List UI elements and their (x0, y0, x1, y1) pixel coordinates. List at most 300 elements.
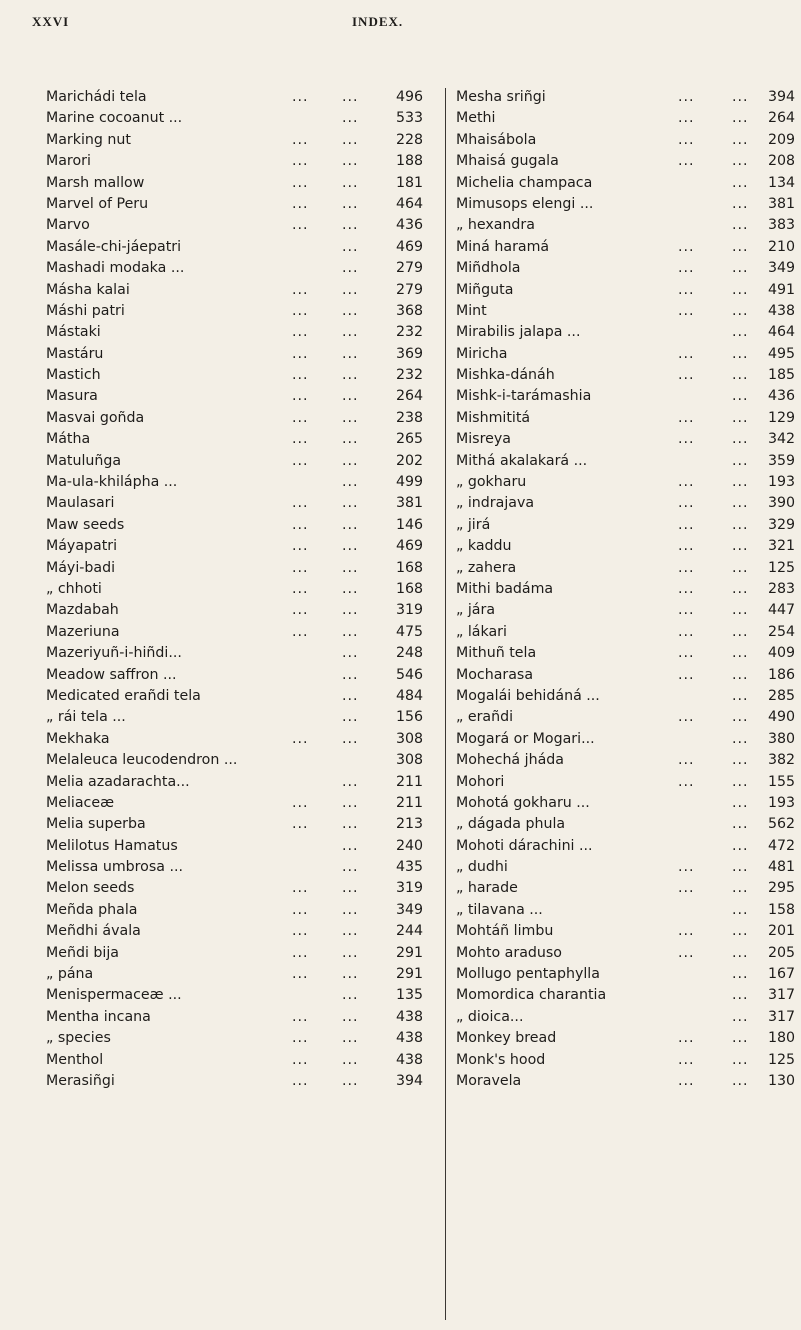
index-page-number: 435 (396, 859, 424, 876)
index-page-number: 490 (768, 709, 796, 726)
leader-dots: ... (342, 816, 359, 833)
leader-dots: ... (342, 1030, 359, 1047)
index-term: Mithuñ tela (456, 645, 537, 662)
index-term: Máshi patri (46, 302, 125, 319)
index-term: Meadow saffron ... (46, 666, 177, 683)
leader-dots: ... (292, 880, 309, 897)
index-page-number: 185 (768, 367, 796, 384)
index-page-number: 438 (396, 1051, 424, 1068)
index-page-number: 491 (768, 281, 796, 298)
leader-dots: ... (678, 580, 695, 597)
leader-dots: ... (342, 281, 359, 298)
index-page-number: 244 (396, 923, 424, 940)
running-title: INDEX. (352, 14, 404, 29)
index-term: Mithi badáma (456, 580, 554, 597)
index-page-number: 349 (768, 260, 796, 277)
leader-dots: ... (678, 89, 695, 105)
index-term: Melissa umbrosa ... (46, 859, 183, 876)
leader-dots: ... (342, 1051, 359, 1068)
index-page-number: 436 (396, 217, 424, 234)
index-page-number: 368 (396, 302, 424, 319)
index-entry (46, 386, 432, 407)
index-term: „ jirá (456, 516, 491, 533)
index-page-number: 285 (768, 687, 796, 704)
index-page-number: 329 (768, 516, 796, 533)
leader-dots: ... (732, 730, 749, 747)
index-term: Miricha (456, 345, 508, 362)
index-entry (456, 665, 796, 686)
index-entry (46, 729, 432, 750)
leader-dots: ... (342, 623, 359, 640)
leader-dots: ... (732, 89, 749, 105)
leader-dots: ... (292, 1008, 309, 1025)
index-page-number: 168 (396, 559, 424, 576)
index-entry (456, 857, 796, 878)
page-header (0, 14, 801, 34)
leader-dots: ... (342, 516, 359, 533)
index-page-number: 496 (396, 89, 424, 105)
index-page-number: 447 (768, 602, 796, 619)
index-page-number: 264 (396, 388, 424, 405)
index-page-number: 481 (768, 859, 796, 876)
index-entry (456, 258, 796, 279)
index-entry (456, 1071, 796, 1092)
index-term: Mástaki (46, 324, 101, 341)
index-term: Maulasari (46, 495, 115, 512)
index-term: Miñguta (456, 281, 514, 298)
index-term: „ pána (46, 966, 94, 983)
index-page-number: 319 (396, 880, 424, 897)
index-entry (46, 643, 432, 664)
index-page-number: 495 (768, 345, 796, 362)
index-page-number: 438 (396, 1030, 424, 1047)
index-entry (456, 194, 796, 215)
index-page-number: 319 (396, 602, 424, 619)
leader-dots: ... (732, 367, 749, 384)
index-term: Mazeriyuñ-i-hiñdi... (46, 645, 182, 662)
index-term: Menispermaceæ ... (46, 987, 182, 1004)
leader-dots: ... (732, 1030, 749, 1047)
index-page-number: 342 (768, 431, 796, 448)
index-entry (456, 429, 796, 450)
index-entry (456, 836, 796, 857)
leader-dots: ... (292, 901, 309, 918)
leader-dots: ... (292, 923, 309, 940)
leader-dots: ... (342, 367, 359, 384)
index-entry (456, 408, 796, 429)
index-entry (46, 344, 432, 365)
leader-dots: ... (292, 131, 309, 148)
leader-dots: ... (732, 302, 749, 319)
leader-dots: ... (292, 324, 309, 341)
index-page-number: 232 (396, 324, 424, 341)
index-term: Methi (456, 110, 496, 127)
leader-dots: ... (678, 709, 695, 726)
leader-dots: ... (678, 880, 695, 897)
index-page-number: 295 (768, 880, 796, 897)
index-entry (456, 793, 796, 814)
leader-dots: ... (342, 474, 359, 491)
index-page-number: 254 (768, 623, 796, 640)
index-term: Mohtáñ limbu (456, 923, 554, 940)
index-term: Michelia champaca (456, 174, 593, 191)
index-page-number: 232 (396, 367, 424, 384)
leader-dots: ... (342, 260, 359, 277)
index-entry (456, 878, 796, 899)
index-page-number: 202 (396, 452, 424, 469)
index-entry (46, 814, 432, 835)
leader-dots: ... (732, 580, 749, 597)
index-entry (46, 493, 432, 514)
index-page-number: 168 (396, 580, 424, 597)
index-term: „ dágada phula (456, 816, 566, 833)
index-page-number: 291 (396, 944, 424, 961)
index-entry (46, 921, 432, 942)
index-term: Melia azadarachta... (46, 773, 190, 790)
index-entry (46, 130, 432, 151)
index-term: „ erañdi (456, 709, 514, 726)
leader-dots: ... (732, 794, 749, 811)
index-entry (456, 472, 796, 493)
index-term: Mastich (46, 367, 101, 384)
leader-dots: ... (732, 987, 749, 1004)
leader-dots: ... (342, 880, 359, 897)
index-term: Mirabilis jalapa ... (456, 324, 581, 341)
index-term: „ zahera (456, 559, 517, 576)
index-term: Meliaceæ (46, 794, 115, 811)
index-page-number: 125 (768, 1051, 796, 1068)
leader-dots: ... (292, 538, 309, 555)
index-page-number: 193 (768, 474, 796, 491)
leader-dots: ... (292, 1051, 309, 1068)
index-term: „ species (46, 1030, 111, 1047)
index-entry (46, 408, 432, 429)
leader-dots: ... (342, 1072, 359, 1089)
index-page-number: 394 (768, 89, 796, 105)
leader-dots: ... (678, 131, 695, 148)
index-entry (456, 1028, 796, 1049)
index-page-number: 279 (396, 260, 424, 277)
index-entry (456, 237, 796, 258)
index-entry (46, 943, 432, 964)
index-entry (456, 750, 796, 771)
index-entry (456, 558, 796, 579)
index-entry (456, 814, 796, 835)
index-page-number: 130 (768, 1072, 796, 1089)
index-term: Mátha (46, 431, 91, 448)
leader-dots: ... (342, 302, 359, 319)
leader-dots: ... (732, 195, 749, 212)
leader-dots: ... (678, 110, 695, 127)
leader-dots: ... (732, 495, 749, 512)
index-term: Meñdi bija (46, 944, 120, 961)
leader-dots: ... (678, 1072, 695, 1089)
index-term: Menthol (46, 1051, 104, 1068)
index-term: Másha kalai (46, 281, 130, 298)
leader-dots: ... (342, 195, 359, 212)
index-page-number: 308 (396, 730, 424, 747)
index-term: Mentha incana (46, 1008, 151, 1025)
index-term: Mashadi modaka ... (46, 260, 185, 277)
index-term: Masura (46, 388, 98, 405)
index-page-number: 181 (396, 174, 424, 191)
index-term: „ dudhi (456, 859, 508, 876)
index-page-number: 208 (768, 153, 796, 170)
leader-dots: ... (732, 966, 749, 983)
index-page-number: 213 (396, 816, 424, 833)
leader-dots: ... (678, 495, 695, 512)
index-page-number: 205 (768, 944, 796, 961)
index-page-number: 283 (768, 580, 796, 597)
index-entry (456, 173, 796, 194)
index-entry (456, 600, 796, 621)
index-entry (456, 515, 796, 536)
leader-dots: ... (678, 559, 695, 576)
index-page-number: 180 (768, 1030, 796, 1047)
index-entry (46, 322, 432, 343)
leader-dots: ... (732, 516, 749, 533)
index-term: „ chhoti (46, 580, 102, 597)
leader-dots: ... (732, 837, 749, 854)
index-term: Melaleuca leucodendron ... (46, 752, 238, 769)
index-term: Moravela (456, 1072, 522, 1089)
index-page-number: 562 (768, 816, 796, 833)
leader-dots: ... (292, 281, 309, 298)
leader-dots: ... (292, 794, 309, 811)
leader-dots: ... (732, 110, 749, 127)
index-entry (456, 536, 796, 557)
leader-dots: ... (678, 474, 695, 491)
index-term: Mollugo pentaphylla (456, 966, 600, 983)
leader-dots: ... (342, 709, 359, 726)
index-term: Mogalái behidáná ... (456, 687, 600, 704)
index-term: Mastáru (46, 345, 104, 362)
leader-dots: ... (342, 452, 359, 469)
leader-dots: ... (732, 1008, 749, 1025)
leader-dots: ... (732, 260, 749, 277)
leader-dots: ... (678, 923, 695, 940)
index-page-number: 369 (396, 345, 424, 362)
index-entry (456, 686, 796, 707)
index-term: „ harade (456, 880, 518, 897)
index-entry (456, 921, 796, 942)
leader-dots: ... (732, 409, 749, 426)
leader-dots: ... (342, 388, 359, 405)
index-page-number: 381 (768, 195, 796, 212)
index-entry (46, 215, 432, 236)
index-entry (456, 344, 796, 365)
index-entry (456, 365, 796, 386)
leader-dots: ... (342, 345, 359, 362)
index-page-number: 228 (396, 131, 424, 148)
index-page-number: 382 (768, 752, 796, 769)
index-term: Melilotus Hamatus (46, 837, 178, 854)
index-page-number: 158 (768, 901, 796, 918)
index-term: Mohoti dárachini ... (456, 837, 593, 854)
leader-dots: ... (732, 452, 749, 469)
index-term: Misreya (456, 431, 511, 448)
index-entry (46, 429, 432, 450)
leader-dots: ... (678, 602, 695, 619)
index-entry (46, 793, 432, 814)
index-term: Marine cocoanut ... (46, 110, 183, 127)
index-entry (456, 1050, 796, 1071)
index-page-number: 264 (768, 110, 796, 127)
index-entry (456, 215, 796, 236)
index-term: Mazdabah (46, 602, 119, 619)
leader-dots: ... (732, 238, 749, 255)
index-page-number: 394 (396, 1072, 424, 1089)
leader-dots: ... (342, 89, 359, 105)
leader-dots: ... (292, 174, 309, 191)
leader-dots: ... (342, 645, 359, 662)
index-term: Marking nut (46, 131, 131, 148)
leader-dots: ... (342, 730, 359, 747)
leader-dots: ... (732, 217, 749, 234)
leader-dots: ... (292, 153, 309, 170)
index-entry (456, 772, 796, 793)
leader-dots: ... (732, 538, 749, 555)
index-page-number: 321 (768, 538, 796, 555)
index-term: Mhaisábola (456, 131, 537, 148)
index-entry (46, 515, 432, 536)
index-page-number: 238 (396, 409, 424, 426)
index-page-number: 464 (768, 324, 796, 341)
leader-dots: ... (342, 859, 359, 876)
index-entry (456, 579, 796, 600)
index-entry (456, 87, 796, 108)
leader-dots: ... (292, 388, 309, 405)
leader-dots: ... (678, 431, 695, 448)
index-term: „ tilavana ... (456, 901, 543, 918)
index-page-number: 409 (768, 645, 796, 662)
index-page-number: 349 (396, 901, 424, 918)
index-term: Mekhaka (46, 730, 110, 747)
index-term: Medicated erañdi tela (46, 687, 201, 704)
index-page-number: 291 (396, 966, 424, 983)
leader-dots: ... (342, 559, 359, 576)
leader-dots: ... (342, 217, 359, 234)
index-page-number: 134 (768, 174, 796, 191)
index-entry (46, 857, 432, 878)
leader-dots: ... (342, 987, 359, 1004)
index-term: Melon seeds (46, 880, 135, 897)
index-term: „ indrajava (456, 495, 535, 512)
leader-dots: ... (732, 559, 749, 576)
leader-dots: ... (342, 687, 359, 704)
index-entry (456, 386, 796, 407)
leader-dots: ... (732, 602, 749, 619)
index-page-number: 135 (396, 987, 424, 1004)
leader-dots: ... (732, 1072, 749, 1089)
leader-dots: ... (732, 923, 749, 940)
leader-dots: ... (342, 174, 359, 191)
index-page-number: 155 (768, 773, 796, 790)
index-entry (456, 707, 796, 728)
index-column-left (46, 87, 432, 1092)
leader-dots: ... (678, 666, 695, 683)
index-page-number: 472 (768, 837, 796, 854)
column-divider (445, 88, 446, 1320)
leader-dots: ... (678, 409, 695, 426)
leader-dots: ... (342, 602, 359, 619)
index-term: Mishka-dánáh (456, 367, 555, 384)
index-entry (456, 280, 796, 301)
leader-dots: ... (292, 602, 309, 619)
index-page-number: 211 (396, 794, 424, 811)
leader-dots: ... (732, 709, 749, 726)
leader-dots: ... (732, 131, 749, 148)
index-page-number: 436 (768, 388, 796, 405)
index-page-number: 381 (396, 495, 424, 512)
index-term: Mhaisá gugala (456, 153, 559, 170)
leader-dots: ... (292, 217, 309, 234)
leader-dots: ... (732, 1051, 749, 1068)
index-term: Monk's hood (456, 1051, 546, 1068)
leader-dots: ... (342, 944, 359, 961)
index-page-number: 438 (768, 302, 796, 319)
index-page-number: 359 (768, 452, 796, 469)
index-term: Marvel of Peru (46, 195, 149, 212)
leader-dots: ... (342, 538, 359, 555)
index-term: Mishk-i-tarámashia (456, 388, 592, 405)
index-page-number: 210 (768, 238, 796, 255)
leader-dots: ... (678, 623, 695, 640)
index-entry (46, 985, 432, 1006)
leader-dots: ... (292, 816, 309, 833)
leader-dots: ... (732, 324, 749, 341)
index-term: Matuluñga (46, 452, 122, 469)
index-entry (46, 707, 432, 728)
index-term: Masále-chi-jáepatri (46, 238, 182, 255)
index-entry (456, 451, 796, 472)
leader-dots: ... (732, 345, 749, 362)
leader-dots: ... (678, 281, 695, 298)
leader-dots: ... (678, 345, 695, 362)
index-entry (46, 622, 432, 643)
leader-dots: ... (342, 773, 359, 790)
index-term: Momordica charantia (456, 987, 607, 1004)
index-term: Masvai goñda (46, 409, 145, 426)
index-term: Mogará or Mogari... (456, 730, 595, 747)
index-entry (46, 900, 432, 921)
index-page-number: 211 (396, 773, 424, 790)
index-page-number: 464 (396, 195, 424, 212)
index-term: Máyi-badi (46, 559, 116, 576)
index-page-number: 265 (396, 431, 424, 448)
leader-dots: ... (292, 966, 309, 983)
index-term: Marichádi tela (46, 89, 147, 105)
index-entry (46, 472, 432, 493)
index-entry (46, 237, 432, 258)
index-entry (456, 130, 796, 151)
leader-dots: ... (678, 238, 695, 255)
index-term: „ rái tela ... (46, 709, 126, 726)
index-page-number: 383 (768, 217, 796, 234)
index-entry (46, 451, 432, 472)
leader-dots: ... (292, 302, 309, 319)
leader-dots: ... (342, 153, 359, 170)
index-entry (46, 600, 432, 621)
index-page-number: 146 (396, 516, 424, 533)
leader-dots: ... (342, 1008, 359, 1025)
index-entry (46, 108, 432, 129)
leader-dots: ... (292, 580, 309, 597)
leader-dots: ... (732, 431, 749, 448)
leader-dots: ... (678, 773, 695, 790)
leader-dots: ... (678, 260, 695, 277)
index-page-number: 390 (768, 495, 796, 512)
